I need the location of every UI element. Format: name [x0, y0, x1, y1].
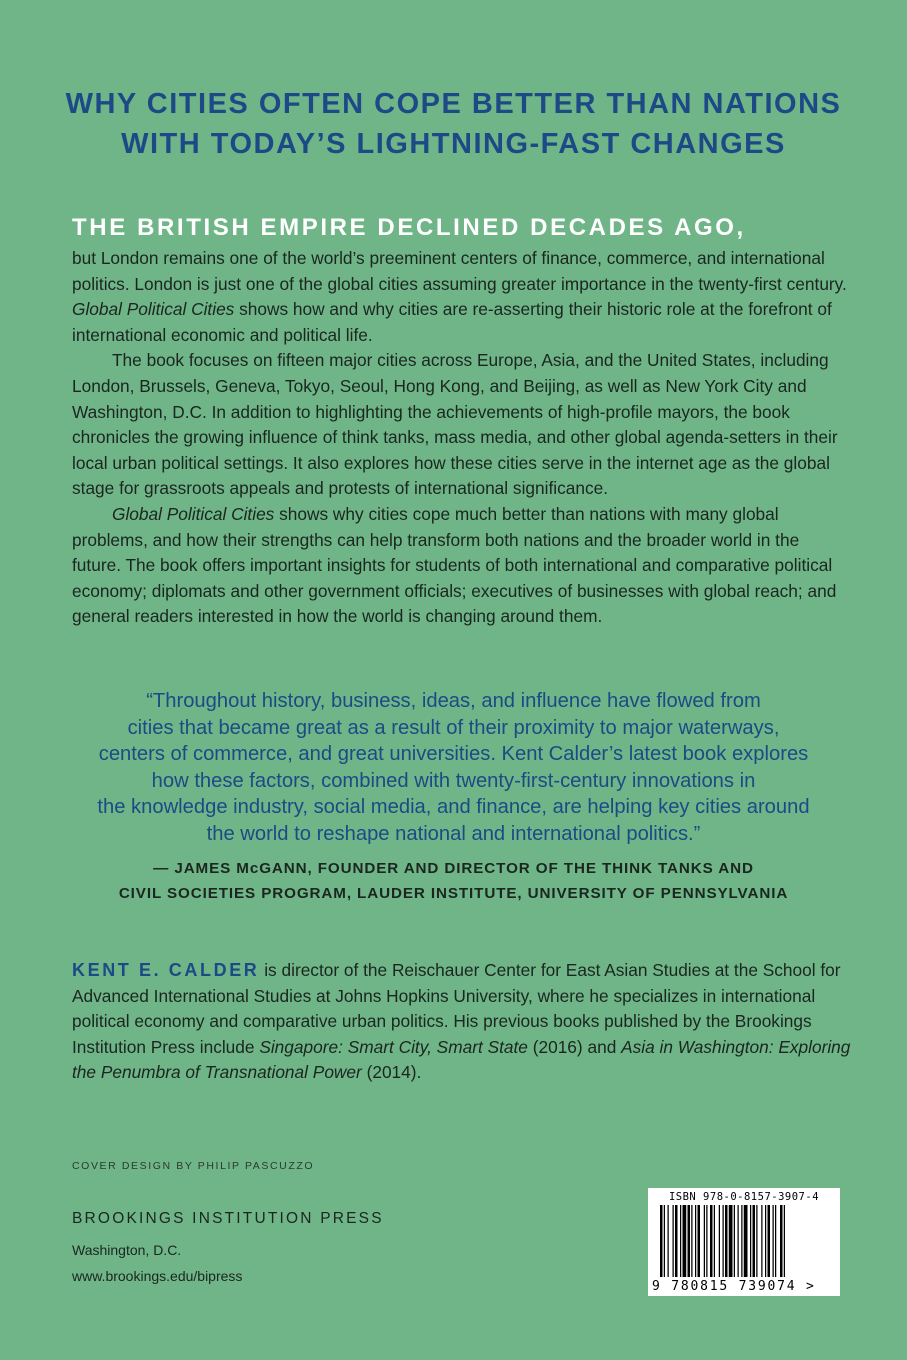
cover-design-credit: COVER DESIGN BY PHILIP PASCUZZO	[72, 1160, 315, 1172]
barcode-bar	[695, 1205, 696, 1277]
paragraph-1-text: but London remains one of the world’s preeminent centers of finance, commerce, and international politics. London is just one of the global cities assuming greater importance in the twenty-first century.	[72, 248, 847, 294]
endorsement-quote	[60, 688, 847, 848]
barcode-bar	[753, 1205, 756, 1277]
book-title: Global Political Cities	[112, 503, 275, 524]
endorsement-attribution	[60, 856, 847, 906]
isbn-label: ISBN 978-0-8157-3907-4	[668, 1191, 820, 1203]
barcode-bar	[768, 1205, 771, 1277]
quote-line: centers of commerce, and great universities. Kent Calder’s latest book explores	[98, 743, 809, 766]
barcode-bar	[673, 1205, 674, 1277]
barcode-bar	[738, 1205, 739, 1277]
paragraph-1-text-2: shows how and why cities are re-asserting their historic role at the forefront of international economic and political life.	[72, 299, 832, 345]
barcode-bar	[664, 1205, 665, 1277]
barcode-bar	[698, 1205, 701, 1277]
author-name: KENT E. CALDER	[72, 960, 260, 980]
barcode-bar	[706, 1205, 707, 1277]
barcode-icon	[660, 1205, 828, 1277]
barcode-bar	[714, 1205, 715, 1277]
barcode-bar	[744, 1205, 748, 1277]
quote-line: “Throughout history, business, ideas, and influence have flowed from	[146, 690, 761, 712]
barcode-bar	[750, 1205, 751, 1277]
barcode-bar	[741, 1205, 742, 1277]
barcode-bar	[691, 1205, 692, 1277]
bio-text-1: is director of the Reischauer Center for East Asian Studies at the School for Advanced International Studies at Johns Hopkins University, where he specializes in international political economy and comparative urban politics. His previous books published by the Brookings Institution Press include	[72, 960, 841, 1057]
book-title: Global Political Cities	[72, 299, 235, 320]
description	[72, 210, 852, 630]
book-title: Singapore: Smart City, Smart State	[259, 1036, 528, 1057]
quote-line: how these factors, combined with twenty-first-century innovations in	[151, 769, 756, 792]
barcode-bar	[710, 1205, 713, 1277]
barcode-bar	[725, 1205, 728, 1277]
headline-line-2: WITH TODAY’S LIGHTNING-FAST CHANGES	[121, 128, 786, 160]
headline	[0, 84, 907, 164]
barcode-bar	[688, 1205, 691, 1277]
barcode-bar	[704, 1205, 705, 1277]
barcode-bar	[723, 1205, 724, 1277]
description-paragraph-1	[72, 246, 852, 348]
publisher-city: Washington, D.C.	[72, 1242, 182, 1258]
attribution-line-2: CIVIL SOCIETIES PROGRAM, LAUDER INSTITUTE, UNIVERSITY OF PENNSYLVANIA	[118, 885, 789, 902]
book-title: Asia in Washington: Exploring the Penumbra of Transnational Power	[72, 1036, 851, 1083]
barcode-bar	[668, 1205, 669, 1277]
author-bio	[72, 958, 852, 1086]
quote-line: the knowledge industry, social media, and finance, are helping key cities around	[97, 796, 810, 819]
barcode-bar	[780, 1205, 783, 1277]
bio-text-3: (2014).	[361, 1062, 422, 1083]
description-paragraph-2: The book focuses on fifteen major cities across Europe, Asia, and the United States, including London, Brussels, Geneva, Tokyo, Seoul, Hong Kong, and Beijing, as well as New York City and Washington, D.C. In addition to highlighting the achievements of high-profile mayors, the book chronicles the growing influence of think tanks, mass media, and other global agenda-setters in their local urban political settings. It also explores how these cities serve in the internet age as the global stage for grassroots appeals and protests of international significance.	[72, 350, 838, 499]
publisher-url[interactable]: www.brookings.edu/bipress	[72, 1268, 243, 1284]
quote-line: cities that became great as a result of their proximity to major waterways,	[127, 716, 780, 739]
isbn-barcode	[648, 1188, 840, 1296]
barcode-bar	[675, 1205, 678, 1277]
barcode-bar	[734, 1205, 735, 1277]
barcode-bar	[761, 1205, 762, 1277]
headline-line-1: WHY CITIES OFTEN COPE BETTER THAN NATIONS	[65, 88, 842, 120]
barcode-bar	[660, 1205, 663, 1277]
description-paragraph-3	[72, 502, 852, 630]
bio-text-2: (2016) and	[527, 1036, 622, 1057]
barcode-bar	[719, 1205, 720, 1277]
barcode-bar	[683, 1205, 687, 1277]
attribution-line-1: — JAMES McGANN, FOUNDER AND DIRECTOR OF THE THINK TANKS AND	[153, 860, 754, 877]
barcode-bar	[784, 1205, 785, 1277]
barcode-bar	[773, 1205, 774, 1277]
paragraph-3-text: shows why cities cope much better than nations with many global problems, and how their strengths can help transform both nations and the broader world in the future. The book offers important insights for students of both international and comparative political economy; diplomats and other government officials; executives of businesses with global reach; and general readers interested in how the world is changing around them.	[72, 503, 837, 627]
barcode-digits: 9 780815 739074 >	[652, 1279, 816, 1294]
barcode-bar	[680, 1205, 681, 1277]
barcode-bar	[729, 1205, 733, 1277]
barcode-bar	[765, 1205, 766, 1277]
barcode-bar	[775, 1205, 776, 1277]
barcode-bar	[756, 1205, 757, 1277]
description-lead: THE BRITISH EMPIRE DECLINED DECADES AGO,	[72, 214, 746, 241]
quote-line: the world to reshape national and international politics.”	[206, 822, 701, 845]
publisher-name: BROOKINGS INSTITUTION PRESS	[72, 1210, 384, 1227]
